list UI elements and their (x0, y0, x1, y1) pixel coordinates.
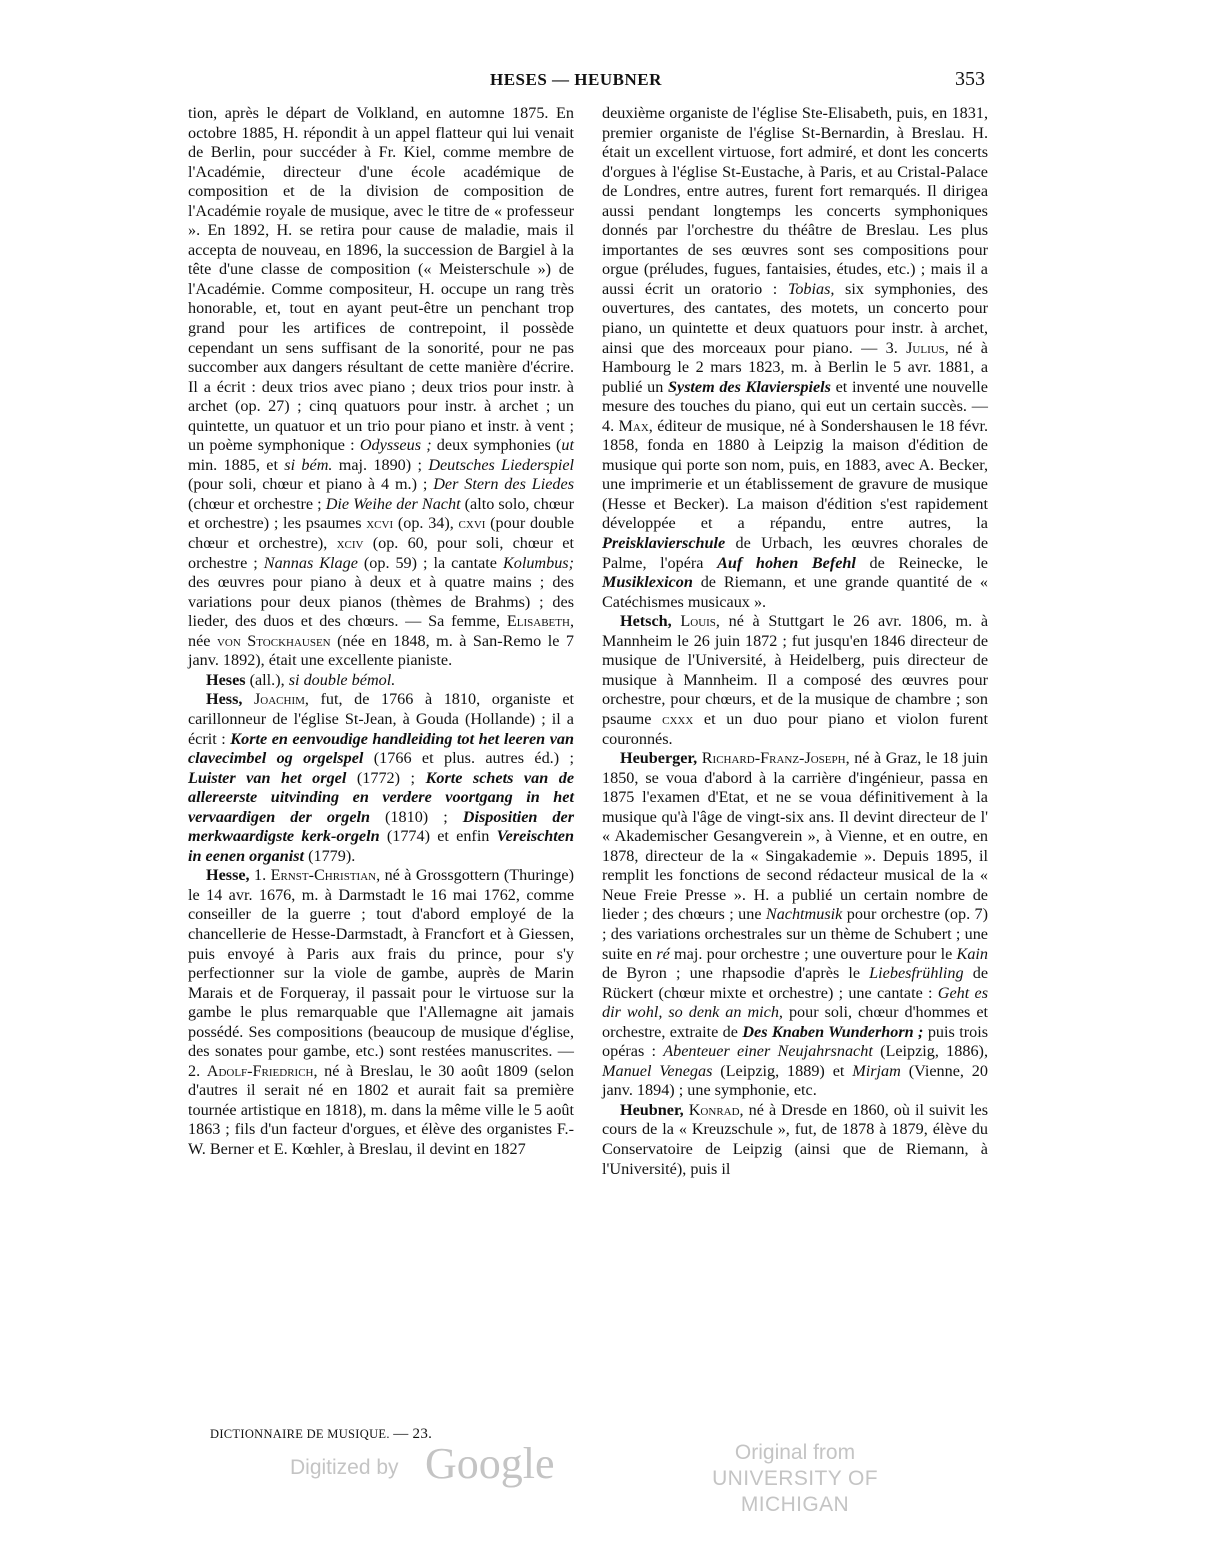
google-logo: Google (425, 1439, 555, 1488)
university-watermark (660, 1440, 930, 1518)
digitized-by-google-watermark (290, 1438, 590, 1488)
headword: Heses (206, 670, 246, 689)
entry-hess: Hess, Joachim, fut, de 1766 à 1810, organiste et carillonneur de l'église St-Jean, à Gouda (Hollande) ; il a écrit : Korte en eenvoudige handleiding tot het leeren van clavecimbel og orgelspel (1766 et plus. autres éd.) ; Luister van het orgel (1772) ; Korte schets van de allereerste uitvinding en verdere voortgang in het vervaardigen der orgeln (1810) ; Dispositien der merkwaardigste kerk-orgeln (1774) et enfin Vereischten in eenen organist (1779). (188, 690, 575, 865)
digitized-text: Digitized by (290, 1456, 399, 1479)
entry-heses: Heses (all.), si double bémol. (206, 670, 396, 689)
running-header (0, 70, 1207, 94)
entry-heubner: Heubner, Konrad, né à Dresde en 1860, où il suivit les cours de la « Kreuzschule », fut, de 1878 à 1879, élève du Conservatoire de Leipzig (ainsi que de Riemann, à l'Université), puis il (602, 1100, 988, 1178)
headword: Hesse, (206, 866, 250, 885)
university-text: UNIVERSITY OF MICHIGAN (712, 1467, 878, 1516)
footer-label: DICTIONNAIRE DE MUSIQUE. (210, 1427, 390, 1441)
entry-heuberger: Heuberger, Richard-Franz-Joseph, né à Graz, le 18 juin 1850, se voua d'abord à la carrière d'ingénieur, passa en 1875 l'examen d'Etat, et ne se voua définitivement à la musique qu'à l'âge de vingt-six ans. Il devint directeur de l' « Akademischer Gesangverein », à Vienne, et en outre, en 1878, directeur de la « Singakademie ». Depuis 1895, il remplit les fonctions de second rédacteur musical de la « Neue Freie Presse ». H. a publié un certain nombre de lieder ; des chœurs ; une Nachtmusik pour orchestre (op. 7) ; des variations orchestrales sur un thème de Schubert ; une suite en ré maj. pour orchestre ; une ouverture pour le Kain de Byron ; une rhapsodie d'après le Liebesfrühling de Rückert (chœur mixte et orchestre) ; une cantate : Geht es dir wohl, so denk an mich, pour soli, chœur d'hommes et orchestre, extraite de Des Knaben Wunderhorn ; puis trois opéras : Abenteuer einer Neujahrsnacht (Leipzig, 1886), Manuel Venegas (Leipzig, 1889) et Mirjam (Vienne, 20 janv. 1894) ; une symphonie, etc. (602, 749, 989, 1100)
footer-sheet: — 23. (393, 1426, 433, 1442)
right-column (602, 104, 988, 1179)
left-column (188, 104, 574, 1160)
entry-hesse: Hesse, 1. Ernst-Christian, né à Grossgottern (Thuringe) le 14 avr. 1676, m. à Darmstadt le 16 mai 1762, comme conseiller de la guerre ; tout d'abord employé de la chancellerie de Hesse-Darmstadt, à Francfort et à Giessen, puis envoyé à Paris aux frais du prince, pour s'y perfectionner sur la viole de gambe, auprès de Marin Marais et de Forqueray, il passait pour le virtuose sur la gambe le plus remarquable que l'Allemagne ait jamais possédé. Ses compositions (beaucoup de musique d'église, des sonates pour gambe, etc.) sont restées manuscrites. — 2. Adolf-Friedrich, né à Breslau, le 30 août 1809 (selon d'autres il serait né en 1802 et aurait fait sa première tournée artistique en 1818), m. dans la même ville le 5 août 1863 ; fils d'un facteur d'orgues, et élève des organistes F.-W. Berner et E. Kœhler, à Breslau, il devint en 1827 (188, 866, 575, 1158)
running-title: HESES — HEUBNER (490, 70, 662, 89)
entry-hetsch: Hetsch, Louis, né à Stuttgart le 26 avr. 1806, m. à Mannheim le 26 juin 1872 ; fut jusqu'en 1846 directeur de musique de l'Université, à Heidelberg, puis directeur de musique à Mannheim. Il a composé des œuvres pour orchestre, pour chœurs, et de la musique de chambre ; son psaume cxxx et un duo pour piano et violon furent couronnés. (602, 612, 989, 748)
headword: Hetsch, (620, 612, 672, 631)
headword: Hess, (206, 690, 243, 709)
headword: Heubner, (620, 1100, 684, 1119)
headword: Heuberger, (620, 749, 698, 768)
original-from-text: Original from (734, 1441, 856, 1464)
entry-continuation: tion, après le départ de Volkland, en automne 1875. En octobre 1885, H. répondit à un appel flatteur qui lui venait de Berlin, pour succéder à Fr. Kiel, comme membre de l'Académie, directeur d'une école académique de composition et de la division de composition de l'Académie royale de musique, avec le titre de « professeur ». En 1892, H. se retira pour cause de maladie, mais il accepta de nouveau, en 1896, la succession de Bargiel à la tête d'une classe de composition (« Meisterschule ») de l'Académie. Comme compositeur, H. occupe un rang très honorable, et, tout en ayant peut-être un penchant trop grand pour les artifices de contrepoint, il possède cependant un sens suffisant de la sonorité, pour ne pas succomber aux dangers résultant de cette manière d'écrire. Il a écrit : deux trios avec piano ; deux trios pour instr. à archet (op. 27) ; cinq quatuors pour instr. à archet ; un quintette, un quatuor et un trio pour piano et instr. à vent ; un poème symphonique : Odysseus ; deux symphonies (ut min. 1885, et si bém. maj. 1890) ; Deutsches Liederspiel (pour soli, chœur et piano à 4 m.) ; Der Stern des Liedes (chœur et orchestre ; Die Weihe der Nacht (alto solo, chœur et orchestre) ; les psaumes xcvi (op. 34), cxvi (pour double chœur et orchestre), xciv (op. 60, pour soli, chœur et orchestre ; Nannas Klage (op. 59) ; la cantate Kolumbus; des œuvres pour piano à deux et à quatre mains ; des variations pour deux pianos (thèmes de Brahms) ; des lieder, des duos et des chœurs. — Sa femme, Elisabeth, née von Stockhausen (née en 1848, m. à San-Remo le 7 janv. 1892), était une excellente pianiste. (188, 104, 575, 670)
page-number: 353 (955, 68, 985, 90)
entry-continuation: deuxième organiste de l'église Ste-Elisabeth, puis, en 1831, premier organiste de l'église St-Bernardin, à Breslau. H. était un excellent virtuose, fort admiré, et dont les concerts d'orgues à l'église St-Eustache, à Paris, et au Cristal-Palace de Londres, entre autres, furent fort remarqués. Il dirigea aussi pendant longtemps les concerts symphoniques donnés par l'orchestre du théâtre de Breslau. Les plus importantes de ses œuvres sont ses compositions pour orgue (préludes, fugues, fantaisies, études, etc.) ; mais il a aussi écrit un oratorio : Tobias, six symphonies, des ouvertures, des cantates, des motets, un concerto pour piano, un quintette et deux quatuors pour instr. à archet, ainsi que des morceaux pour piano. — 3. Julius, né à Hambourg le 2 mars 1823, m. à Berlin le 5 avr. 1881, a publié un System des Klavierspiels et inventé une nouvelle mesure des touches du piano, qui eut un certain succès. — 4. Max, éditeur de musique, né à Sondershausen le 18 févr. 1858, fonda en 1880 à Leipzig la maison d'édition de musique qui porte son nom, puis, en 1883, avec A. Becker, une imprimerie et un établissement de gravure de musique (Hesse et Becker). La maison d'édition s'est rapidement développée et a répandu, entre autres, la Preisklavierschule de Urbach, les œuvres chorales de Palme, l'opéra Auf hohen Befehl de Reinecke, le Musiklexicon de Riemann, et une grande quantité de « Catéchismes musicaux ». (602, 104, 988, 611)
